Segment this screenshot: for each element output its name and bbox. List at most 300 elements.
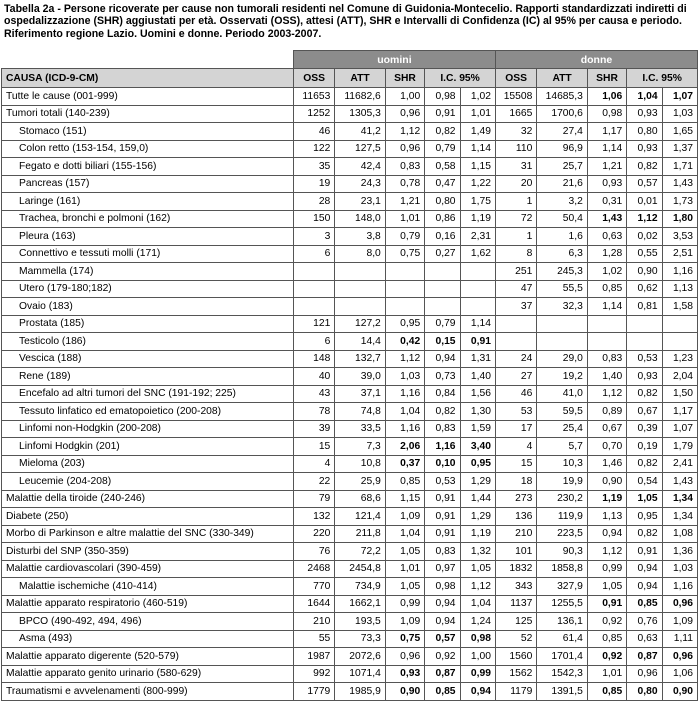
cause-label: Malattie apparato digerente (520-579) — [2, 648, 294, 666]
women-shr-cell: 0,83 — [587, 350, 626, 368]
women-ic-low-cell: 0,91 — [627, 543, 662, 561]
table-row — [2, 333, 698, 351]
women-oss-cell: 32 — [495, 123, 536, 141]
col-causa: CAUSA (ICD-9-CM) — [2, 69, 294, 88]
women-oss-cell: 210 — [495, 525, 536, 543]
men-ic-low-cell: 0,79 — [425, 140, 460, 158]
women-ic-high-cell — [662, 315, 697, 333]
women-att-cell: 1542,3 — [537, 665, 588, 683]
women-ic-high-cell: 1,13 — [662, 280, 697, 298]
women-ic-low-cell: 0,95 — [627, 508, 662, 526]
women-ic-high-cell: 1,73 — [662, 193, 697, 211]
women-ic-low-cell: 0,82 — [627, 158, 662, 176]
women-ic-high-cell: 1,07 — [662, 420, 697, 438]
table-row — [2, 508, 698, 526]
women-ic-high-cell: 1,09 — [662, 613, 697, 631]
women-att-cell: 19,2 — [537, 368, 588, 386]
men-ic-low-cell: 0,16 — [425, 228, 460, 246]
men-att-cell: 72,2 — [335, 543, 386, 561]
men-shr-cell: 0,37 — [385, 455, 424, 473]
men-att-cell: 23,1 — [335, 193, 386, 211]
men-ic-low-cell: 0,91 — [425, 525, 460, 543]
women-ic-low-cell: 0,93 — [627, 105, 662, 123]
cause-label: Prostata (185) — [2, 315, 294, 333]
cause-label: Tessuto linfatico ed ematopoietico (200-208) — [2, 403, 294, 421]
table-row — [2, 263, 698, 281]
women-oss-cell: 20 — [495, 175, 536, 193]
men-oss-cell: 11653 — [293, 88, 334, 106]
men-ic-low-cell: 0,27 — [425, 245, 460, 263]
women-ic-high-cell: 1,43 — [662, 175, 697, 193]
men-oss-cell: 6 — [293, 333, 334, 351]
men-ic-high-cell: 1,49 — [460, 123, 495, 141]
men-ic-high-cell: 1,29 — [460, 508, 495, 526]
women-shr-cell: 0,91 — [587, 595, 626, 613]
men-att-cell: 127,5 — [335, 140, 386, 158]
men-ic-high-cell: 1,29 — [460, 473, 495, 491]
men-oss-cell — [293, 298, 334, 316]
women-ic-high-cell: 1,11 — [662, 630, 697, 648]
men-ic-high-cell: 1,62 — [460, 245, 495, 263]
women-ic-low-cell: 0,55 — [627, 245, 662, 263]
women-ic-low-cell — [627, 315, 662, 333]
men-att-cell: 73,3 — [335, 630, 386, 648]
men-ic-high-cell: 0,94 — [460, 683, 495, 701]
women-ic-high-cell: 1,34 — [662, 508, 697, 526]
women-shr-cell: 1,13 — [587, 508, 626, 526]
men-oss-cell: 79 — [293, 490, 334, 508]
women-ic-low-cell: 0,19 — [627, 438, 662, 456]
women-ic-high-cell: 0,96 — [662, 648, 697, 666]
cause-label: Diabete (250) — [2, 508, 294, 526]
men-ic-high-cell: 1,05 — [460, 560, 495, 578]
col-shr-men: SHR — [385, 69, 424, 88]
women-ic-low-cell: 0,82 — [627, 385, 662, 403]
women-oss-cell: 53 — [495, 403, 536, 421]
men-shr-cell: 1,01 — [385, 560, 424, 578]
women-shr-cell: 1,12 — [587, 543, 626, 561]
men-att-cell: 8,0 — [335, 245, 386, 263]
col-oss-women: OSS — [495, 69, 536, 88]
men-att-cell: 25,9 — [335, 473, 386, 491]
cause-label: Pancreas (157) — [2, 175, 294, 193]
women-oss-cell: 17 — [495, 420, 536, 438]
men-ic-low-cell: 0,94 — [425, 613, 460, 631]
women-att-cell: 10,3 — [537, 455, 588, 473]
men-att-cell: 1662,1 — [335, 595, 386, 613]
women-ic-low-cell: 0,80 — [627, 123, 662, 141]
men-ic-low-cell: 0,94 — [425, 595, 460, 613]
women-ic-low-cell: 0,94 — [627, 578, 662, 596]
women-att-cell: 119,9 — [537, 508, 588, 526]
women-shr-cell: 1,01 — [587, 665, 626, 683]
women-att-cell: 41,0 — [537, 385, 588, 403]
men-ic-high-cell: 3,40 — [460, 438, 495, 456]
women-ic-low-cell: 0,94 — [627, 560, 662, 578]
men-ic-low-cell: 0,82 — [425, 403, 460, 421]
men-att-cell: 10,8 — [335, 455, 386, 473]
women-ic-high-cell: 1,23 — [662, 350, 697, 368]
women-att-cell: 3,2 — [537, 193, 588, 211]
men-oss-cell: 2468 — [293, 560, 334, 578]
women-shr-cell: 0,70 — [587, 438, 626, 456]
women-ic-low-cell: 0,93 — [627, 368, 662, 386]
men-ic-high-cell — [460, 263, 495, 281]
women-shr-cell: 0,90 — [587, 473, 626, 491]
women-oss-cell: 31 — [495, 158, 536, 176]
men-att-cell: 3,8 — [335, 228, 386, 246]
table-row — [2, 298, 698, 316]
men-ic-high-cell: 1,15 — [460, 158, 495, 176]
table-row — [2, 630, 698, 648]
women-ic-low-cell: 0,87 — [627, 648, 662, 666]
table-body — [2, 88, 698, 701]
women-shr-cell: 0,92 — [587, 613, 626, 631]
table-row — [2, 385, 698, 403]
table-row — [2, 158, 698, 176]
cause-label: Pleura (163) — [2, 228, 294, 246]
men-ic-low-cell: 0,98 — [425, 88, 460, 106]
cause-label: Trachea, bronchi e polmoni (162) — [2, 210, 294, 228]
men-ic-low-cell: 0,91 — [425, 508, 460, 526]
table-row — [2, 683, 698, 701]
men-att-cell: 1985,9 — [335, 683, 386, 701]
men-ic-low-cell: 0,82 — [425, 123, 460, 141]
group-women: donne — [495, 51, 697, 69]
cause-label: Disturbi del SNP (350-359) — [2, 543, 294, 561]
men-oss-cell: 39 — [293, 420, 334, 438]
men-ic-high-cell: 0,98 — [460, 630, 495, 648]
table-row — [2, 350, 698, 368]
women-ic-low-cell: 1,12 — [627, 210, 662, 228]
shr-table — [1, 50, 698, 701]
men-oss-cell — [293, 280, 334, 298]
men-oss-cell: 76 — [293, 543, 334, 561]
men-oss-cell: 3 — [293, 228, 334, 246]
cause-label: Connettivo e tessuti molli (171) — [2, 245, 294, 263]
women-att-cell: 5,7 — [537, 438, 588, 456]
men-att-cell: 1305,3 — [335, 105, 386, 123]
men-att-cell: 148,0 — [335, 210, 386, 228]
women-oss-cell: 15508 — [495, 88, 536, 106]
men-oss-cell: 55 — [293, 630, 334, 648]
women-oss-cell: 52 — [495, 630, 536, 648]
women-att-cell: 96,9 — [537, 140, 588, 158]
women-shr-cell: 0,67 — [587, 420, 626, 438]
men-att-cell: 41,2 — [335, 123, 386, 141]
men-ic-high-cell: 1,32 — [460, 543, 495, 561]
men-oss-cell: 1644 — [293, 595, 334, 613]
men-shr-cell: 0,96 — [385, 648, 424, 666]
women-att-cell: 136,1 — [537, 613, 588, 631]
women-ic-high-cell: 1,08 — [662, 525, 697, 543]
men-shr-cell: 1,00 — [385, 88, 424, 106]
men-ic-low-cell — [425, 263, 460, 281]
women-oss-cell: 1665 — [495, 105, 536, 123]
women-shr-cell: 0,31 — [587, 193, 626, 211]
men-shr-cell: 0,75 — [385, 245, 424, 263]
table-row — [2, 490, 698, 508]
women-ic-high-cell: 1,06 — [662, 665, 697, 683]
cause-label: Malattie apparato genito urinario (580-629) — [2, 665, 294, 683]
women-shr-cell: 1,21 — [587, 158, 626, 176]
men-ic-low-cell — [425, 280, 460, 298]
women-att-cell — [537, 333, 588, 351]
cause-label: Colon retto (153-154, 159,0) — [2, 140, 294, 158]
women-ic-low-cell: 0,57 — [627, 175, 662, 193]
men-ic-high-cell: 1,14 — [460, 140, 495, 158]
women-ic-low-cell: 0,80 — [627, 683, 662, 701]
women-oss-cell: 1137 — [495, 595, 536, 613]
women-oss-cell: 136 — [495, 508, 536, 526]
men-att-cell: 74,8 — [335, 403, 386, 421]
table-row — [2, 245, 698, 263]
women-shr-cell: 1,46 — [587, 455, 626, 473]
women-ic-high-cell: 1,37 — [662, 140, 697, 158]
table-row — [2, 88, 698, 106]
women-ic-low-cell: 0,85 — [627, 595, 662, 613]
men-ic-low-cell: 0,91 — [425, 105, 460, 123]
women-ic-high-cell — [662, 333, 697, 351]
table-row — [2, 455, 698, 473]
men-shr-cell: 1,09 — [385, 508, 424, 526]
men-ic-low-cell: 0,92 — [425, 648, 460, 666]
men-oss-cell — [293, 263, 334, 281]
cause-label: Malattie apparato respiratorio (460-519) — [2, 595, 294, 613]
women-ic-high-cell: 1,79 — [662, 438, 697, 456]
women-oss-cell: 27 — [495, 368, 536, 386]
men-att-cell: 2454,8 — [335, 560, 386, 578]
women-oss-cell: 273 — [495, 490, 536, 508]
women-shr-cell: 1,02 — [587, 263, 626, 281]
men-att-cell — [335, 298, 386, 316]
women-ic-low-cell: 0,53 — [627, 350, 662, 368]
men-att-cell: 127,2 — [335, 315, 386, 333]
cause-label: Linfomi non-Hodgkin (200-208) — [2, 420, 294, 438]
men-shr-cell: 0,96 — [385, 105, 424, 123]
cause-label: Rene (189) — [2, 368, 294, 386]
women-ic-high-cell: 1,17 — [662, 403, 697, 421]
women-ic-high-cell: 1,65 — [662, 123, 697, 141]
women-att-cell: 25,7 — [537, 158, 588, 176]
women-shr-cell: 1,43 — [587, 210, 626, 228]
col-ic-women: I.C. 95% — [627, 69, 698, 88]
men-ic-low-cell — [425, 298, 460, 316]
cause-label: Morbo di Parkinson e altre malattie del SNC (330-349) — [2, 525, 294, 543]
women-shr-cell: 1,06 — [587, 88, 626, 106]
men-ic-high-cell: 1,31 — [460, 350, 495, 368]
women-att-cell: 19,9 — [537, 473, 588, 491]
men-ic-high-cell: 1,56 — [460, 385, 495, 403]
men-shr-cell: 1,16 — [385, 420, 424, 438]
men-att-cell — [335, 263, 386, 281]
women-ic-high-cell: 2,04 — [662, 368, 697, 386]
cause-label: Ovaio (183) — [2, 298, 294, 316]
men-shr-cell — [385, 263, 424, 281]
women-ic-high-cell: 1,03 — [662, 560, 697, 578]
men-shr-cell: 0,93 — [385, 665, 424, 683]
men-ic-low-cell: 0,80 — [425, 193, 460, 211]
men-ic-high-cell: 1,04 — [460, 595, 495, 613]
women-att-cell: 230,2 — [537, 490, 588, 508]
men-shr-cell: 0,90 — [385, 683, 424, 701]
women-shr-cell: 0,99 — [587, 560, 626, 578]
women-shr-cell: 0,93 — [587, 175, 626, 193]
women-ic-high-cell: 1,43 — [662, 473, 697, 491]
col-att-men: ATT — [335, 69, 386, 88]
women-ic-high-cell: 0,90 — [662, 683, 697, 701]
col-ic-men: I.C. 95% — [425, 69, 496, 88]
men-oss-cell: 19 — [293, 175, 334, 193]
women-att-cell: 327,9 — [537, 578, 588, 596]
women-shr-cell: 1,28 — [587, 245, 626, 263]
women-ic-high-cell: 1,58 — [662, 298, 697, 316]
men-ic-high-cell: 2,31 — [460, 228, 495, 246]
men-att-cell: 24,3 — [335, 175, 386, 193]
women-oss-cell: 251 — [495, 263, 536, 281]
men-ic-low-cell: 0,98 — [425, 578, 460, 596]
men-ic-high-cell: 1,19 — [460, 525, 495, 543]
women-oss-cell: 4 — [495, 438, 536, 456]
women-att-cell: 14685,3 — [537, 88, 588, 106]
women-att-cell: 55,5 — [537, 280, 588, 298]
men-oss-cell: 132 — [293, 508, 334, 526]
women-shr-cell — [587, 333, 626, 351]
men-ic-high-cell: 1,14 — [460, 315, 495, 333]
women-oss-cell: 1560 — [495, 648, 536, 666]
women-ic-low-cell: 1,04 — [627, 88, 662, 106]
women-oss-cell: 46 — [495, 385, 536, 403]
men-oss-cell: 122 — [293, 140, 334, 158]
cause-label: Stomaco (151) — [2, 123, 294, 141]
women-att-cell: 27,4 — [537, 123, 588, 141]
men-ic-low-cell: 0,83 — [425, 420, 460, 438]
men-ic-low-cell: 0,15 — [425, 333, 460, 351]
men-shr-cell: 1,05 — [385, 543, 424, 561]
cause-label: Malattie ischemiche (410-414) — [2, 578, 294, 596]
cause-label: Malattie della tiroide (240-246) — [2, 490, 294, 508]
cause-label: Traumatismi e avvelenamenti (800-999) — [2, 683, 294, 701]
men-ic-high-cell: 1,30 — [460, 403, 495, 421]
women-att-cell: 1,6 — [537, 228, 588, 246]
table-row — [2, 560, 698, 578]
women-shr-cell: 0,89 — [587, 403, 626, 421]
women-ic-low-cell: 0,02 — [627, 228, 662, 246]
men-ic-high-cell: 1,40 — [460, 368, 495, 386]
table-title: Tabella 2a - Persone ricoverate per cause non tumorali residenti nel Comune di Guidonia-Montecelio. Rapporti standardizzati indiretti di ospedalizzazione (SHR) aggiustati per età. Osservati (OSS), attesi (ATT), SHR e Intervalli di Confidenza (IC) al 95% per causa e periodo. Riferimento regione Lazio. Uomini e donne. Periodo 2003-2007. — [4, 3, 687, 40]
men-ic-low-cell: 0,79 — [425, 315, 460, 333]
women-att-cell — [537, 315, 588, 333]
men-ic-high-cell: 0,91 — [460, 333, 495, 351]
table-row — [2, 420, 698, 438]
women-oss-cell: 125 — [495, 613, 536, 631]
table-row — [2, 175, 698, 193]
men-ic-high-cell: 0,99 — [460, 665, 495, 683]
men-shr-cell: 0,99 — [385, 595, 424, 613]
women-ic-high-cell: 1,36 — [662, 543, 697, 561]
men-oss-cell: 770 — [293, 578, 334, 596]
table-row — [2, 315, 698, 333]
women-ic-high-cell: 1,80 — [662, 210, 697, 228]
men-att-cell: 132,7 — [335, 350, 386, 368]
men-shr-cell: 1,16 — [385, 385, 424, 403]
women-att-cell: 90,3 — [537, 543, 588, 561]
women-oss-cell: 24 — [495, 350, 536, 368]
women-oss-cell: 101 — [495, 543, 536, 561]
women-oss-cell — [495, 333, 536, 351]
cause-label: Mammella (174) — [2, 263, 294, 281]
women-ic-high-cell: 1,71 — [662, 158, 697, 176]
table-row — [2, 228, 698, 246]
men-ic-high-cell: 1,44 — [460, 490, 495, 508]
women-ic-low-cell: 0,63 — [627, 630, 662, 648]
women-ic-low-cell: 0,96 — [627, 665, 662, 683]
table-row — [2, 280, 698, 298]
men-ic-low-cell: 0,85 — [425, 683, 460, 701]
women-shr-cell: 0,85 — [587, 683, 626, 701]
table-row — [2, 210, 698, 228]
women-ic-high-cell: 1,16 — [662, 263, 697, 281]
men-att-cell: 14,4 — [335, 333, 386, 351]
men-ic-high-cell: 1,01 — [460, 105, 495, 123]
men-att-cell: 39,0 — [335, 368, 386, 386]
table-row — [2, 403, 698, 421]
men-att-cell: 11682,6 — [335, 88, 386, 106]
col-att-women: ATT — [537, 69, 588, 88]
women-att-cell: 6,3 — [537, 245, 588, 263]
men-shr-cell: 1,12 — [385, 123, 424, 141]
men-att-cell: 734,9 — [335, 578, 386, 596]
women-oss-cell: 110 — [495, 140, 536, 158]
men-shr-cell: 1,03 — [385, 368, 424, 386]
men-oss-cell: 28 — [293, 193, 334, 211]
men-shr-cell: 0,95 — [385, 315, 424, 333]
women-shr-cell: 1,40 — [587, 368, 626, 386]
men-oss-cell: 1252 — [293, 105, 334, 123]
women-shr-cell: 0,94 — [587, 525, 626, 543]
men-shr-cell: 0,96 — [385, 140, 424, 158]
men-ic-low-cell: 0,97 — [425, 560, 460, 578]
women-shr-cell: 1,05 — [587, 578, 626, 596]
women-ic-high-cell: 2,51 — [662, 245, 697, 263]
women-oss-cell: 1832 — [495, 560, 536, 578]
men-ic-high-cell: 1,22 — [460, 175, 495, 193]
women-att-cell: 1391,5 — [537, 683, 588, 701]
men-oss-cell: 22 — [293, 473, 334, 491]
men-ic-high-cell: 1,19 — [460, 210, 495, 228]
men-shr-cell — [385, 280, 424, 298]
men-att-cell: 42,4 — [335, 158, 386, 176]
women-ic-low-cell: 0,90 — [627, 263, 662, 281]
table-row — [2, 438, 698, 456]
men-att-cell: 2072,6 — [335, 648, 386, 666]
men-ic-high-cell: 1,12 — [460, 578, 495, 596]
men-shr-cell: 0,42 — [385, 333, 424, 351]
men-ic-low-cell: 0,83 — [425, 543, 460, 561]
women-att-cell: 59,5 — [537, 403, 588, 421]
women-att-cell: 1858,8 — [537, 560, 588, 578]
table-row — [2, 648, 698, 666]
table-row — [2, 578, 698, 596]
men-oss-cell: 150 — [293, 210, 334, 228]
women-shr-cell: 0,85 — [587, 280, 626, 298]
women-ic-high-cell: 1,16 — [662, 578, 697, 596]
group-men: uomini — [293, 51, 495, 69]
men-ic-low-cell: 0,87 — [425, 665, 460, 683]
women-oss-cell: 18 — [495, 473, 536, 491]
women-oss-cell: 343 — [495, 578, 536, 596]
women-oss-cell: 37 — [495, 298, 536, 316]
